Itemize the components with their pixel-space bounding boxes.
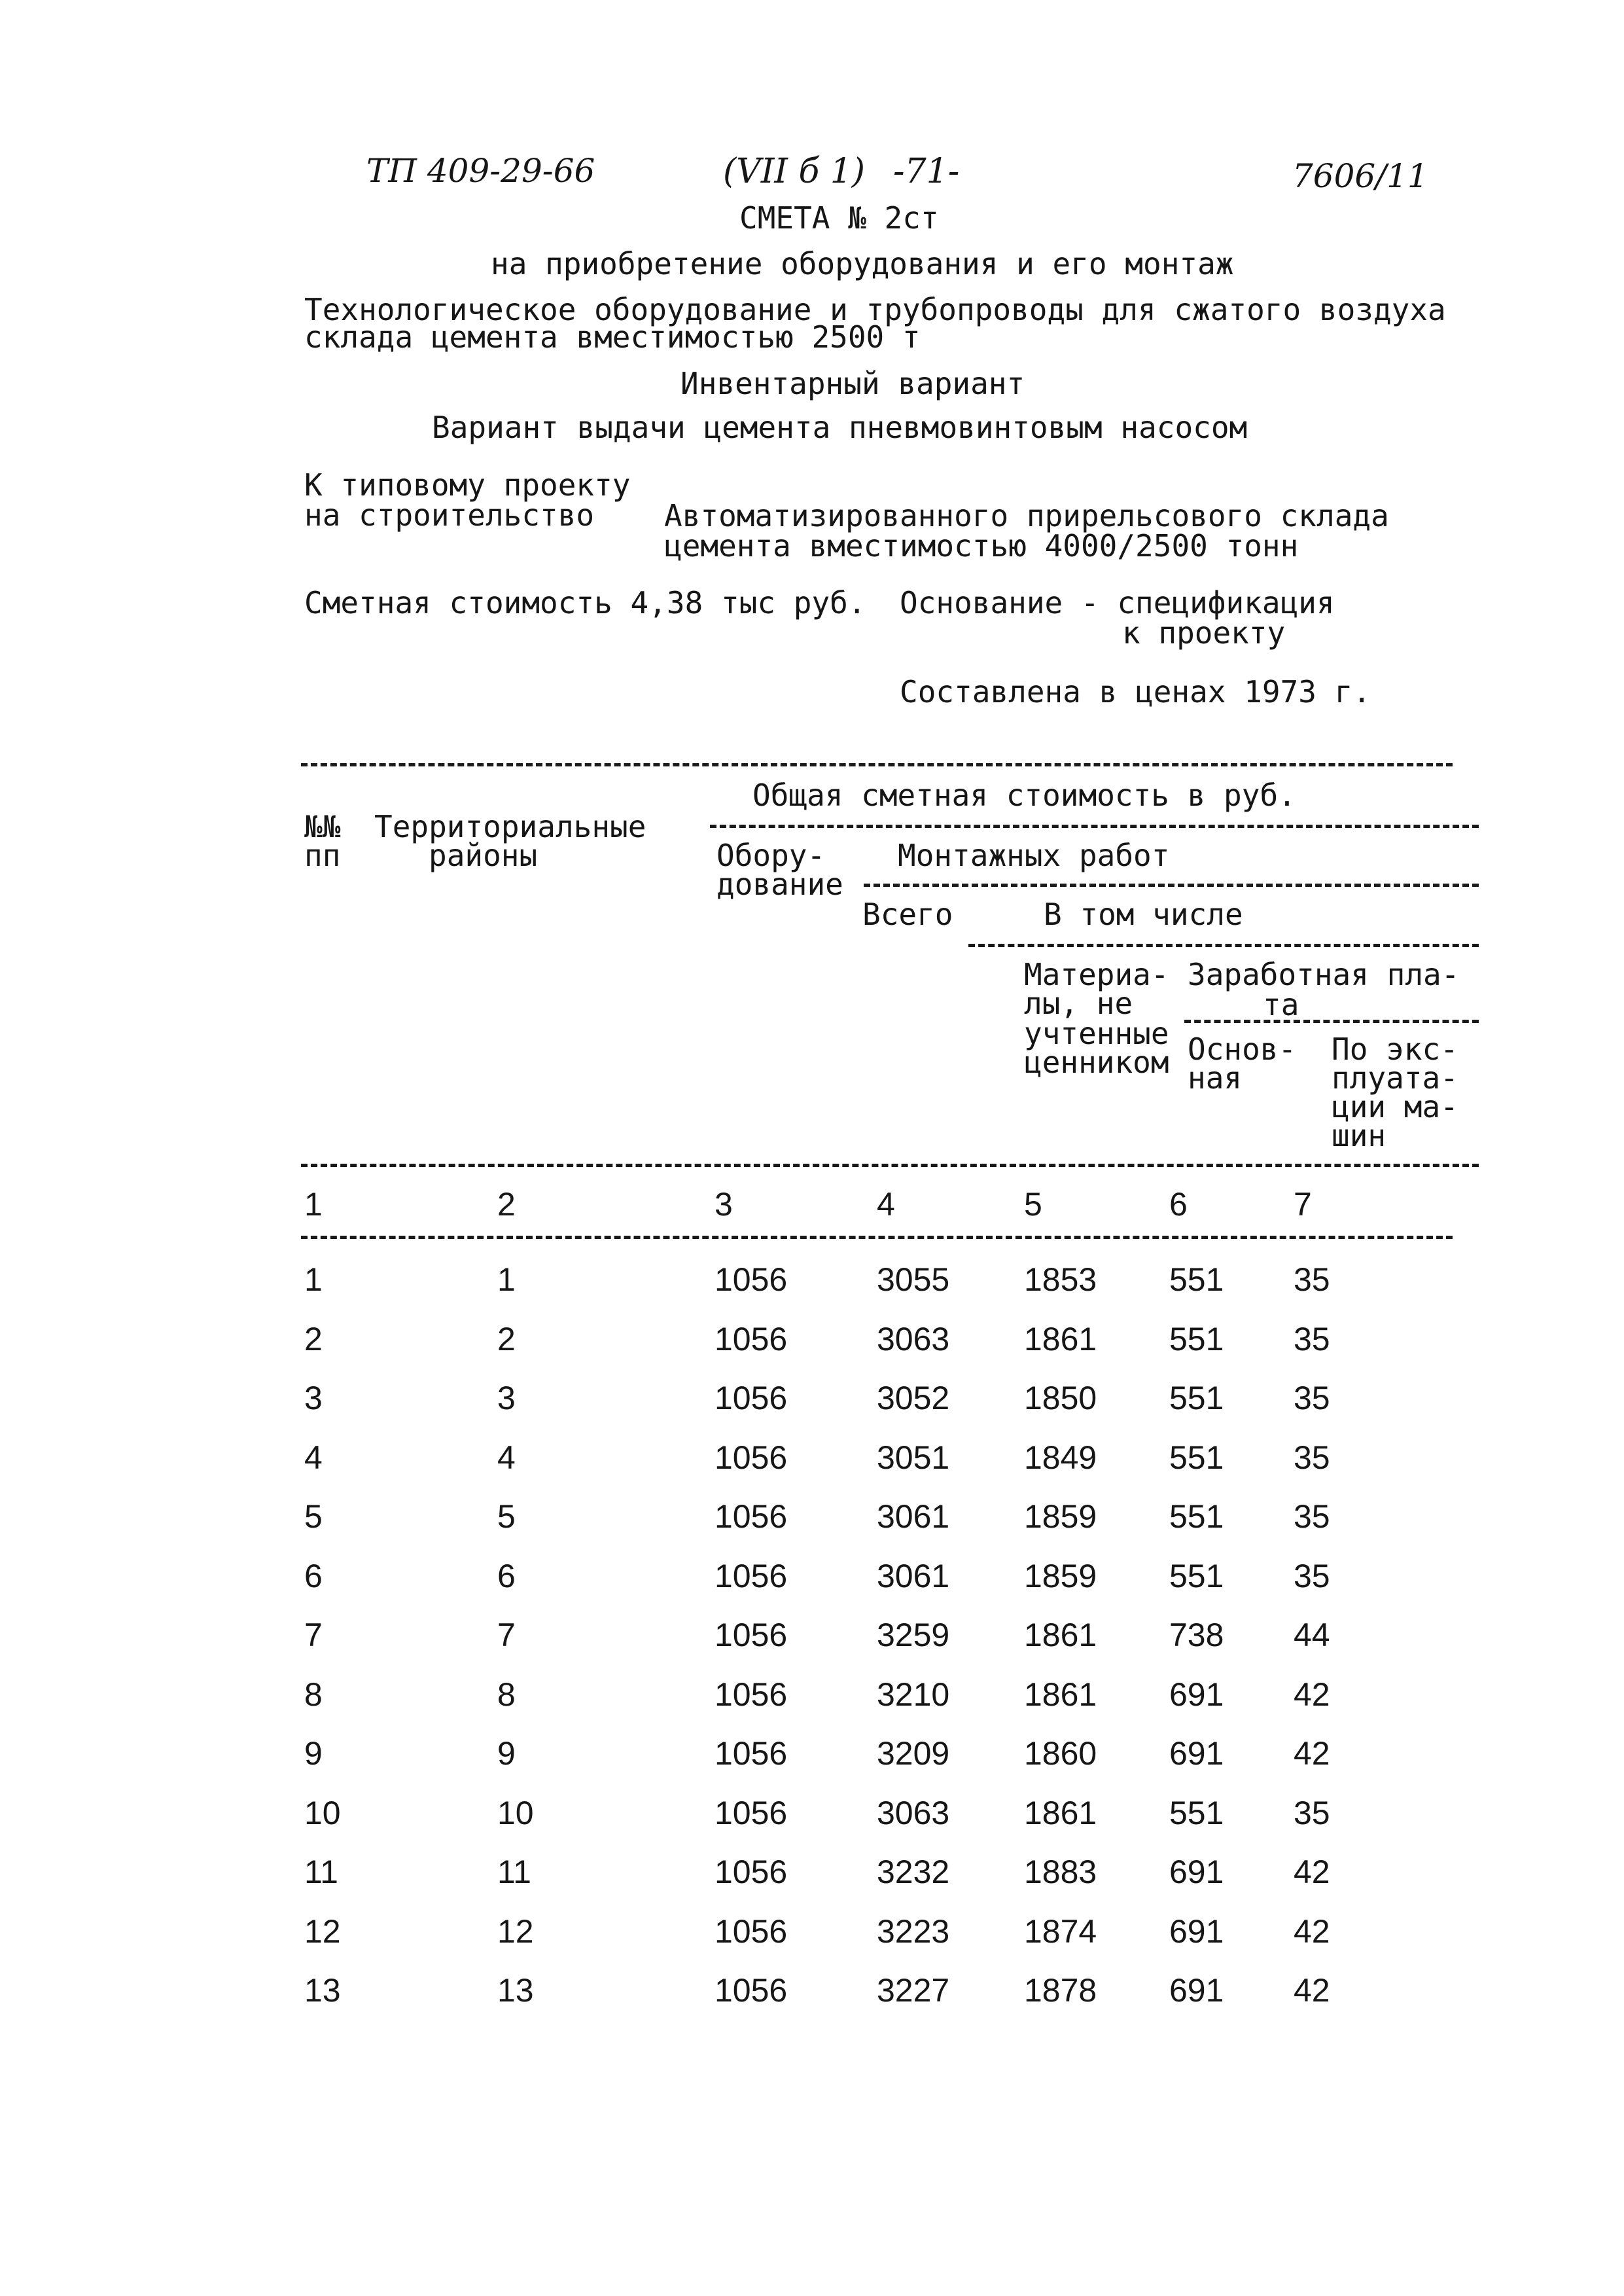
install-total: 3232 <box>877 1854 950 1890</box>
header-wage-2: та <box>1263 987 1299 1022</box>
header-install: Монтажных работ <box>898 838 1170 873</box>
install-total: 3223 <box>877 1913 950 1950</box>
wage-basic: 691 <box>1169 1676 1224 1713</box>
equipment-cost: 1056 <box>715 1735 788 1772</box>
region-number: 7 <box>497 1617 516 1653</box>
wage-basic: 551 <box>1169 1498 1224 1535</box>
estimated-cost: Сметная стоимость 4,38 тыс руб. <box>304 585 866 620</box>
equipment-cost: 1056 <box>715 1380 788 1416</box>
header-equip-1: Обору- <box>716 838 826 873</box>
equipment-cost: 1056 <box>715 1972 788 2009</box>
materials-cost: 1860 <box>1024 1735 1097 1772</box>
variant-inventory: Инвентарный вариант <box>680 366 1025 401</box>
materials-cost: 1883 <box>1024 1854 1097 1890</box>
equipment-cost: 1056 <box>715 1439 788 1476</box>
region-number: 13 <box>497 1972 534 2009</box>
row-number: 6 <box>304 1558 323 1594</box>
header-no-1: №№ <box>304 809 341 844</box>
equipment-cost: 1056 <box>715 1854 788 1890</box>
install-total: 3055 <box>877 1261 950 1298</box>
rule-top <box>301 763 1453 766</box>
header-all: Всего <box>862 897 953 932</box>
smeta-subtitle: на приобретение оборудования и его монтаж <box>491 246 1234 281</box>
header-incl: В том числе <box>1044 897 1243 932</box>
wage-basic: 691 <box>1169 1972 1224 2009</box>
wage-basic: 551 <box>1169 1558 1224 1594</box>
rule-under-wage <box>1184 1020 1479 1023</box>
region-number: 12 <box>497 1913 534 1950</box>
equipment-cost: 1056 <box>715 1558 788 1594</box>
header-mat-1: Материа- <box>1024 957 1169 992</box>
header-mat-3: учтенные <box>1024 1016 1169 1051</box>
variant-pump: Вариант выдачи цемента пневмовинтовым насосом <box>432 410 1248 445</box>
wage-basic: 551 <box>1169 1380 1224 1416</box>
header-equip-2: дование <box>716 867 843 902</box>
basis-line-1: Основание - спецификация <box>900 585 1335 620</box>
install-total: 3061 <box>877 1498 950 1535</box>
rule-under-incl <box>968 944 1479 947</box>
rule-header-bottom <box>301 1164 1479 1167</box>
header-no-2: пп <box>304 838 341 873</box>
wage-basic: 691 <box>1169 1854 1224 1890</box>
project-label-2: на строительство <box>304 497 595 533</box>
row-number: 5 <box>304 1498 323 1535</box>
region-number: 4 <box>497 1439 516 1476</box>
row-number: 9 <box>304 1735 323 1772</box>
col-number: 5 <box>1024 1186 1042 1223</box>
project-label-1: К типовому проекту <box>304 467 631 503</box>
wage-basic: 738 <box>1169 1617 1224 1653</box>
wage-machines: 44 <box>1294 1617 1330 1653</box>
header-total-cost: Общая сметная стоимость в руб. <box>752 778 1296 813</box>
equipment-cost: 1056 <box>715 1913 788 1950</box>
equipment-cost: 1056 <box>715 1795 788 1831</box>
materials-cost: 1874 <box>1024 1913 1097 1950</box>
install-total: 3061 <box>877 1558 950 1594</box>
install-total: 3063 <box>877 1321 950 1357</box>
equipment-cost: 1056 <box>715 1498 788 1535</box>
object-line-2: склада цемента вместимостью 2500 т <box>304 319 921 355</box>
project-value-1: Автоматизированного прирельсового склада <box>664 498 1389 533</box>
region-number: 5 <box>497 1498 516 1535</box>
header-region-1: Территориальные <box>374 809 646 844</box>
col-number: 7 <box>1294 1186 1312 1223</box>
prices-year: Составлена в ценах 1973 г. <box>900 674 1371 709</box>
row-number: 1 <box>304 1261 323 1298</box>
region-number: 1 <box>497 1261 516 1298</box>
materials-cost: 1878 <box>1024 1972 1097 2009</box>
wage-machines: 42 <box>1294 1735 1330 1772</box>
install-total: 3209 <box>877 1735 950 1772</box>
header-ops-3: ции ма- <box>1332 1089 1458 1124</box>
wage-machines: 42 <box>1294 1854 1330 1890</box>
col-number: 1 <box>304 1186 323 1223</box>
wage-basic: 551 <box>1169 1795 1224 1831</box>
wage-machines: 35 <box>1294 1558 1330 1594</box>
install-total: 3210 <box>877 1676 950 1713</box>
archive-number: 7606/11 <box>1292 157 1428 195</box>
project-value-2: цемента вместимостью 4000/2500 тонн <box>664 528 1299 564</box>
materials-cost: 1861 <box>1024 1321 1097 1357</box>
object-line-1: Технологическое оборудование и трубопроводы для сжатого воздуха <box>304 292 1446 327</box>
install-total: 3051 <box>877 1439 950 1476</box>
header-ops-2: плуата- <box>1332 1060 1458 1096</box>
materials-cost: 1853 <box>1024 1261 1097 1298</box>
wage-machines: 35 <box>1294 1261 1330 1298</box>
page-number: -71- <box>893 152 960 191</box>
wage-basic: 551 <box>1169 1321 1224 1357</box>
row-number: 7 <box>304 1617 323 1653</box>
materials-cost: 1850 <box>1024 1380 1097 1416</box>
header-mat-2: лы, не <box>1024 986 1133 1021</box>
region-number: 9 <box>497 1735 516 1772</box>
install-total: 3227 <box>877 1972 950 2009</box>
header-wage-1: Заработная пла- <box>1188 957 1460 992</box>
row-number: 8 <box>304 1676 323 1713</box>
wage-machines: 35 <box>1294 1321 1330 1357</box>
region-number: 6 <box>497 1558 516 1594</box>
rule-under-install <box>864 884 1479 887</box>
wage-basic: 551 <box>1169 1261 1224 1298</box>
install-total: 3063 <box>877 1795 950 1831</box>
header-ops-1: По экс- <box>1332 1031 1458 1067</box>
col-number: 6 <box>1169 1186 1188 1223</box>
rule-under-total <box>710 825 1479 828</box>
equipment-cost: 1056 <box>715 1676 788 1713</box>
row-number: 4 <box>304 1439 323 1476</box>
row-number: 10 <box>304 1795 341 1831</box>
install-total: 3259 <box>877 1617 950 1653</box>
col-number: 2 <box>497 1186 516 1223</box>
col-number: 4 <box>877 1186 895 1223</box>
row-number: 3 <box>304 1380 323 1416</box>
col-number: 3 <box>715 1186 733 1223</box>
wage-machines: 42 <box>1294 1972 1330 2009</box>
section-code: (VII б 1) <box>723 152 866 191</box>
materials-cost: 1861 <box>1024 1617 1097 1653</box>
smeta-title: СМЕТА № 2ст <box>739 200 939 236</box>
row-number: 2 <box>304 1321 323 1357</box>
region-number: 8 <box>497 1676 516 1713</box>
doc-code: ТП 409-29-66 <box>366 152 595 190</box>
wage-machines: 35 <box>1294 1498 1330 1535</box>
wage-basic: 691 <box>1169 1913 1224 1950</box>
wage-machines: 42 <box>1294 1913 1330 1950</box>
equipment-cost: 1056 <box>715 1261 788 1298</box>
rule-colnum-bottom <box>301 1236 1453 1239</box>
wage-machines: 42 <box>1294 1676 1330 1713</box>
wage-basic: 551 <box>1169 1439 1224 1476</box>
materials-cost: 1861 <box>1024 1795 1097 1831</box>
region-number: 11 <box>497 1854 531 1890</box>
row-number: 11 <box>304 1854 338 1890</box>
wage-basic: 691 <box>1169 1735 1224 1772</box>
materials-cost: 1859 <box>1024 1498 1097 1535</box>
basis-line-2: к проекту <box>1122 615 1286 651</box>
region-number: 3 <box>497 1380 516 1416</box>
wage-machines: 35 <box>1294 1439 1330 1476</box>
region-number: 10 <box>497 1795 534 1831</box>
wage-machines: 35 <box>1294 1380 1330 1416</box>
install-total: 3052 <box>877 1380 950 1416</box>
header-region-2: районы <box>429 838 538 873</box>
equipment-cost: 1056 <box>715 1321 788 1357</box>
wage-machines: 35 <box>1294 1795 1330 1831</box>
region-number: 2 <box>497 1321 516 1357</box>
header-basic-2: ная <box>1188 1060 1243 1096</box>
materials-cost: 1849 <box>1024 1439 1097 1476</box>
row-number: 13 <box>304 1972 341 2009</box>
materials-cost: 1861 <box>1024 1676 1097 1713</box>
header-mat-4: ценником <box>1024 1045 1169 1080</box>
materials-cost: 1859 <box>1024 1558 1097 1594</box>
row-number: 12 <box>304 1913 341 1950</box>
equipment-cost: 1056 <box>715 1617 788 1653</box>
header-basic-1: Основ- <box>1188 1031 1297 1067</box>
header-ops-4: шин <box>1332 1118 1386 1153</box>
